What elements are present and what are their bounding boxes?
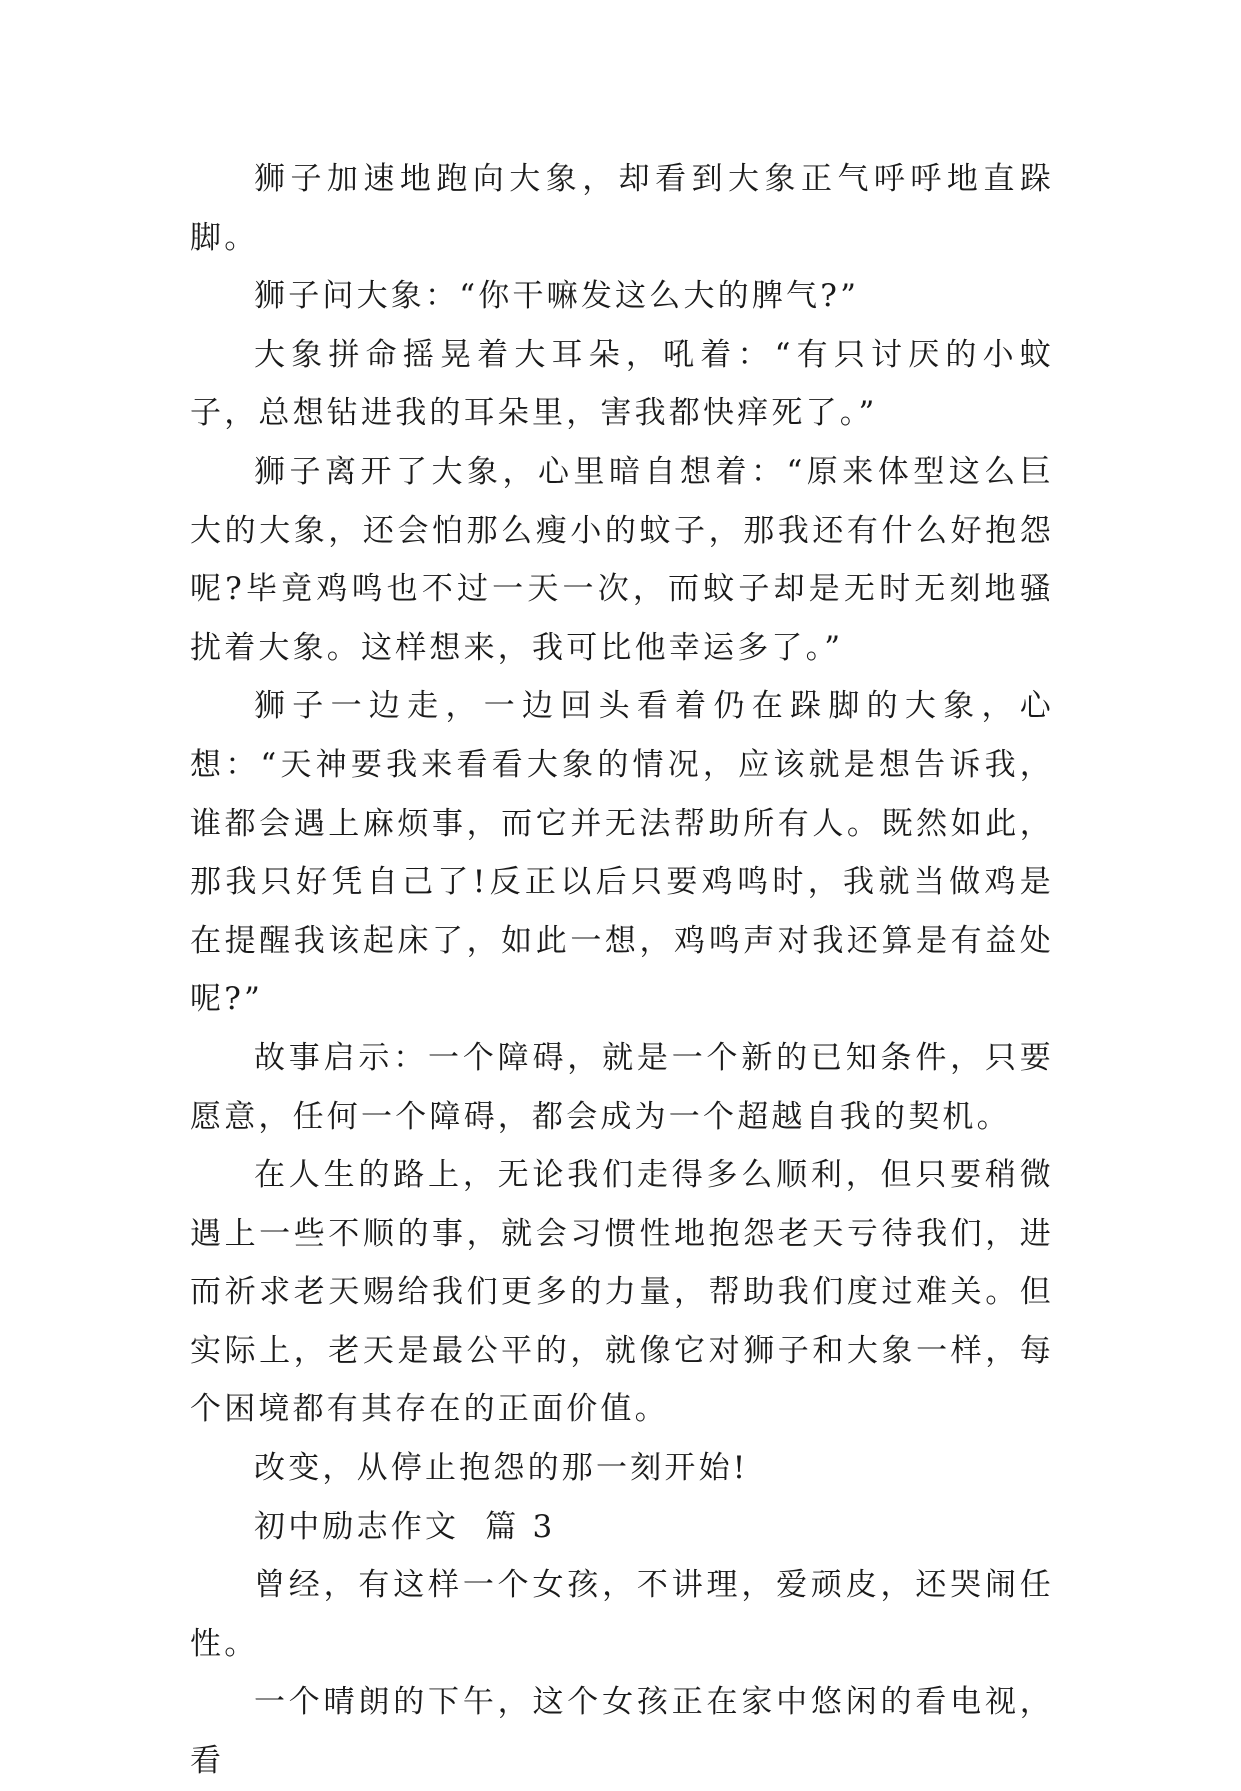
paragraph-2: 狮子问大象：“你干嘛发这么大的脾气?” bbox=[254, 278, 860, 315]
paragraph-1: 狮子加速地跑向大象，却看到大象正气呼呼地直跺脚。 bbox=[190, 161, 1054, 256]
paragraph-7: 在人生的路上，无论我们走得多么顺利，但只要稍微遇上一些不顺的事，就会习惯性地抱怨老天亏待我们，进而祈求老天赐给我们更多的力量，帮助我们度过难关。但实际上，老天是最公平的，就像它对狮子和大象一样，每个困境都有其存在的正面价值。 bbox=[190, 1157, 1054, 1428]
paragraph-4: 狮子离开了大象，心里暗自想着：“原来体型这么巨大的大象，还会怕那么瘦小的蚊子，那我还有什么好抱怨呢?毕竟鸡鸣也不过一天一次，而蚊子却是无时无刻地骚扰着大象。这样想来，我可比他幸运多了。” bbox=[190, 453, 1054, 666]
paragraph-10: 一个晴朗的下午，这个女孩正在家中悠闲的看电视，看 bbox=[190, 1684, 1054, 1780]
section-heading: 初中励志作文 篇 3 bbox=[254, 1508, 556, 1545]
paragraph-3: 大象拼命摇晃着大耳朵，吼着：“有只讨厌的小蚊子，总想钻进我的耳朵里，害我都快痒死了。” bbox=[190, 336, 1054, 432]
paragraph-8: 改变，从停止抱怨的那一刻开始! bbox=[254, 1450, 749, 1487]
paragraph-5: 狮子一边走，一边回头看着仍在跺脚的大象，心想：“天神要我来看看大象的情况，应该就是想告诉我，谁都会遇上麻烦事，而它并无法帮助所有人。既然如此，那我只好凭自己了!反正以后只要鸡鸣时，我就当做鸡是在提醒我该起床了，如此一想，鸡鸣声对我还算是有益处呢?” bbox=[190, 688, 1054, 1018]
paragraph-6: 故事启示：一个障碍，就是一个新的已知条件，只要愿意，任何一个障碍，都会成为一个超越自我的契机。 bbox=[190, 1039, 1054, 1135]
document-page bbox=[190, 150, 1054, 1791]
paragraph-9: 曾经，有这样一个女孩，不讲理，爱顽皮，还哭闹任性。 bbox=[190, 1567, 1054, 1662]
